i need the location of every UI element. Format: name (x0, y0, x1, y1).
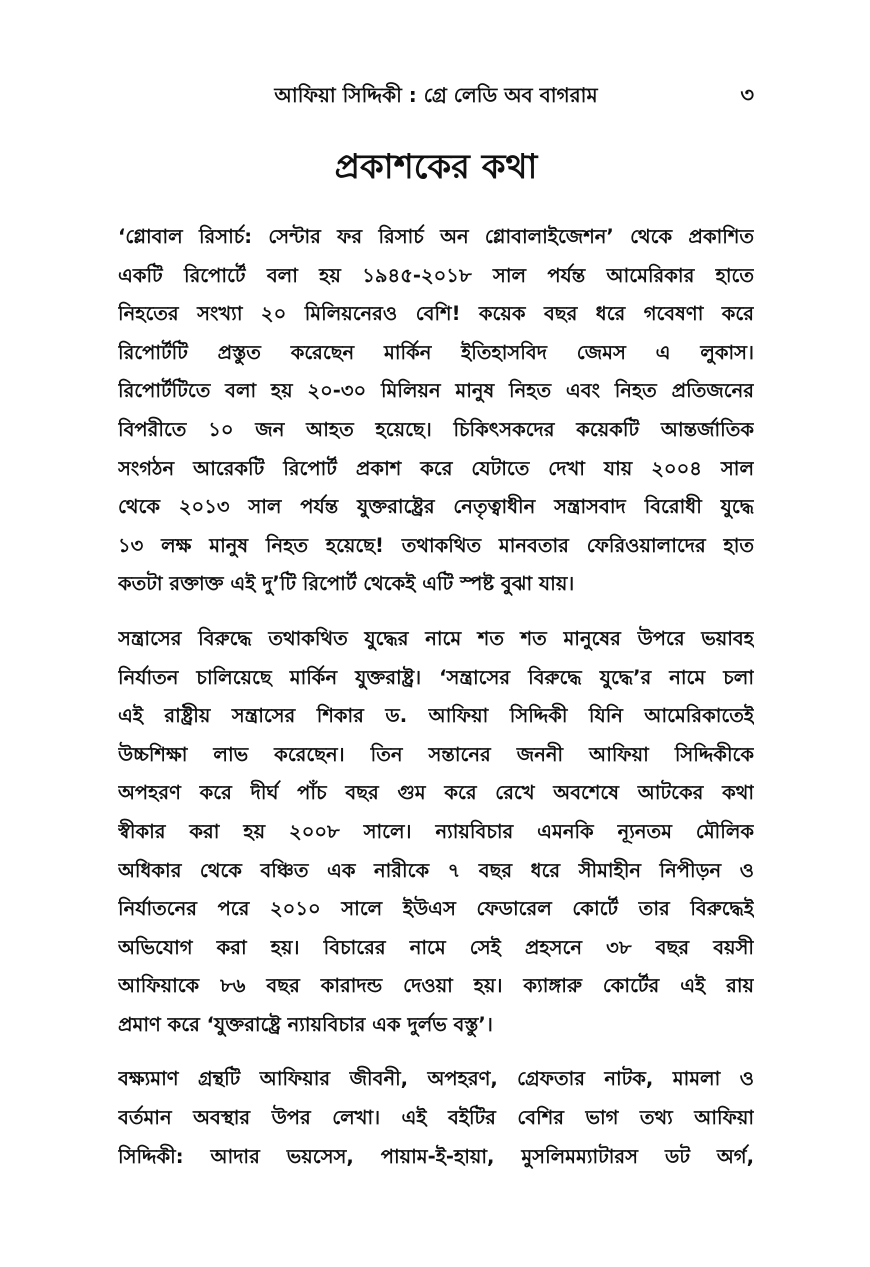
text-line: প্রমাণ করে ‘যুক্তরাষ্ট্রে ন্যায়বিচার এক দুর্লভ বস্তু’। (118, 1012, 493, 1036)
text-line: আফিয়াকে ৮৬ বছর কারাদন্ড দেওয়া হয়। ক্যাঙ্গারু কোর্টের এই রায় (118, 974, 754, 998)
chapter-title: প্রকাশকের কথা (334, 147, 538, 187)
body-text (118, 218, 754, 1192)
text-line: সিদ্দিকী: আদার ভয়সেস, পায়াম-ই-হায়া, মুসলিমম্যাটারস ডট অর্গ, (118, 1144, 754, 1168)
text-line: ১৩ লক্ষ মানুষ নিহত হয়েছে! তথাকথিত মানবতার ফেরিওয়ালাদের হাত (118, 533, 754, 557)
running-title: আফিয়া সিদ্দিকী : গ্রে লেডি অব বাগরাম (274, 83, 598, 107)
text-line: এই রাষ্ট্রীয় সন্ত্রাসের শিকার ড. আফিয়া সিদ্দিকী যিনি আমেরিকাতেই (118, 704, 754, 728)
paragraph-3 (118, 1060, 754, 1176)
text-line: কতটা রক্তাক্ত এই দু’টি রিপোর্ট থেকেই এটি স্পষ্ট বুঝা যায়। (118, 572, 575, 596)
text-line: নির্যাতন চালিয়েছে মার্কিন যুক্তরাষ্ট্র। ‘সন্ত্রাসের বিরুদ্ধে যুদ্ধে’র নামে চলা (118, 665, 754, 689)
text-line: বর্তমান অবস্থার উপর লেখা। এই বইটির বেশির ভাগ তথ্য আফিয়া (118, 1106, 754, 1130)
paragraph-2 (118, 620, 754, 1045)
text-line: রিপোর্টটিতে বলা হয় ২০-৩০ মিলিয়ন মানুষ নিহত এবং নিহত প্রতিজনের (118, 379, 754, 403)
text-line: ‘গ্লোবাল রিসার্চ: সেন্টার ফর রিসার্চ অন গ্লোবালাইজেশন’ থেকে প্রকাশিত (118, 225, 754, 248)
text-line: থেকে ২০১৩ সাল পর্যন্ত যুক্তরাষ্ট্রের নেতৃত্বাধীন সন্ত্রাসবাদ বিরোধী যুদ্ধে (118, 495, 754, 519)
text-line: অধিকার থেকে বঞ্চিত এক নারীকে ৭ বছর ধরে সীমাহীন নিপীড়ন ও (118, 858, 754, 882)
text-line: রিপোর্টটি প্রস্তুত করেছেন মার্কিন ইতিহাসবিদ জেমস এ লুকাস। (118, 340, 754, 364)
text-line: বক্ষ্যমাণ গ্রন্থটি আফিয়ার জীবনী, অপহরণ, গ্রেফতার নাটক, মামলা ও (118, 1067, 754, 1091)
paragraph-1 (118, 218, 754, 604)
text-line: সন্ত্রাসের বিরুদ্ধে তথাকথিত যুদ্ধের নামে শত শত মানুষের উপরে ভয়াবহ (118, 626, 754, 650)
text-line: অভিযোগ করা হয়। বিচারের নামে সেই প্রহসনে ৩৮ বছর বয়সী (118, 935, 754, 959)
text-line: বিপরীতে ১০ জন আহত হয়েছে। চিকিৎসকদের কয়েকটি আন্তর্জাতিক (118, 417, 754, 441)
text-line: নিহতের সংখ্যা ২০ মিলিয়নেরও বেশি! কয়েক বছর ধরে গবেষণা করে (118, 302, 754, 326)
text-line: নির্যাতনের পরে ২০১০ সালে ইউএস ফেডারেল কোর্টে তার বিরুদ্ধেই (118, 897, 754, 921)
text-line: অপহরণ করে দীর্ঘ পাঁচ বছর গুম করে রেখে অবশেষে আটকের কথা (118, 781, 754, 805)
running-header (118, 80, 754, 110)
text-line: স্বীকার করা হয় ২০০৮ সালে। ন্যায়বিচার এমনকি ন্যূনতম মৌলিক (118, 819, 754, 843)
page-number: ৩ (740, 83, 754, 107)
text-line: একটি রিপোর্টে বলা হয় ১৯৪৫-২০১৮ সাল পর্যন্ত আমেরিকার হাতে (118, 263, 754, 287)
text-line: উচ্চশিক্ষা লাভ করেছেন। তিন সন্তানের জননী আফিয়া সিদ্দিকীকে (118, 742, 754, 766)
text-line: সংগঠন আরেকটি রিপোর্ট প্রকাশ করে যেটাতে দেখা যায় ২০০৪ সাল (118, 456, 754, 480)
